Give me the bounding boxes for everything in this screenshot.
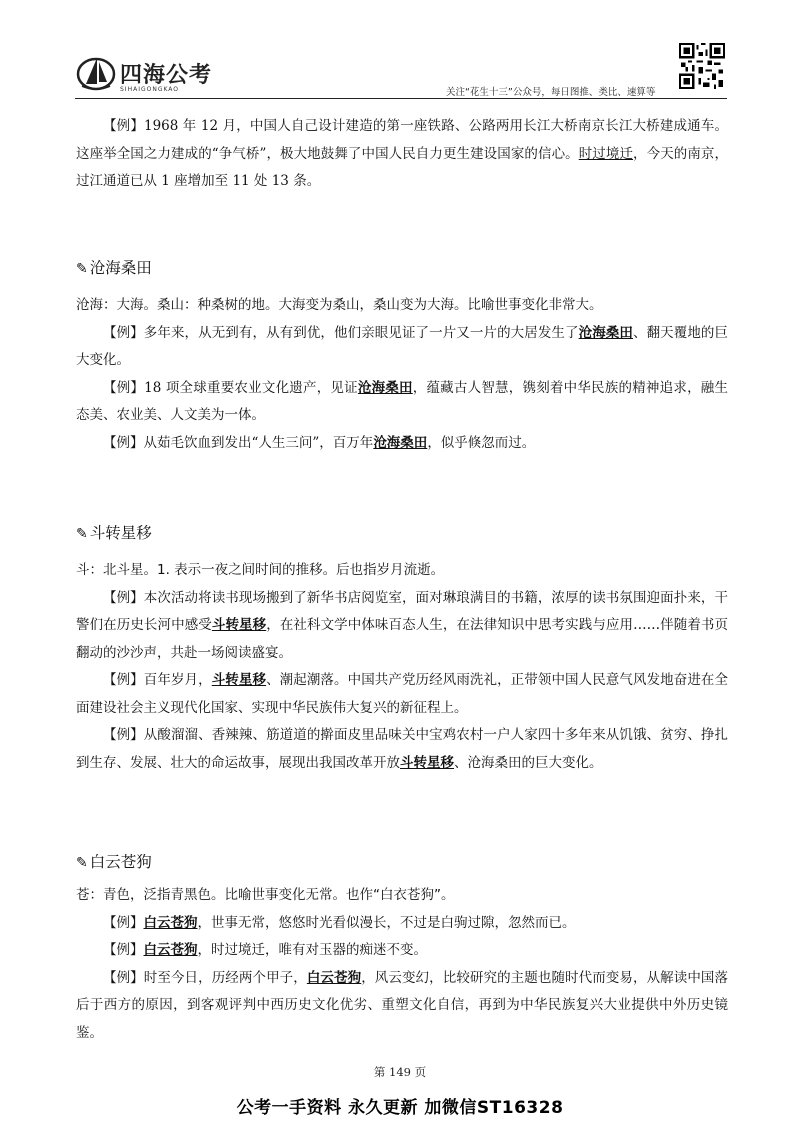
example-paragraph: 【例】百年岁月，斗转星移、潮起潮落。中国共产党历经风雨洗礼，正带领中国人民意气风发地奋进在全面建设社会主义现代化国家、实现中华民族伟大复兴的新征程上。: [76, 672, 729, 716]
section-gloss: 斗：北斗星。1. 表示一夜之间时间的推移。后也指岁月流逝。: [76, 562, 445, 578]
page-number: 第 149 页: [373, 1065, 427, 1079]
keyword: 沧海桑田: [357, 379, 413, 396]
example-paragraph: 【例】多年来，从无到有，从有到优，他们亲眼见证了一片又一片的大居发生了沧海桑田、翻天覆地的巨大变化。: [76, 324, 729, 368]
keyword: 白云苍狗: [143, 914, 198, 931]
example-paragraph: 【例】18 项全球重要农业文化遗产，见证沧海桑田，蕴藏古人智慧，镌刻着中华民族的精神追求，融生态美、农业美、人文美为一体。: [76, 379, 729, 423]
sailboat-logo-icon: [76, 52, 116, 92]
intro-example: [76, 113, 728, 196]
keyword: 斗转星移: [211, 672, 267, 688]
header-slogan: 关注“花生十三”公众号，每日图推、类比、速算等: [446, 87, 656, 98]
keyword: 时过境迁: [578, 145, 634, 162]
example-paragraph: 【例】本次活动将读书现场搬到了新华书店阅览室，面对琳琅满目的书籍，浓厚的读书氛围迎面扑来，干警们在历史长河中感受斗转星移，在社科文学中体味百态人生，在法律知识中思考实践与应用……伴随着书页翻动的沙沙声，共赴一场阅读盛宴。: [76, 589, 729, 661]
keyword: 白云苍狗: [143, 942, 198, 958]
logo-text: 四海公考: [120, 63, 213, 88]
qr-code-icon: [679, 43, 725, 89]
example-paragraph: 【例】白云苍狗，世事无常，悠悠时光看似漫长，不过是白驹过隙，忽然而已。: [103, 914, 576, 931]
example-paragraph: 【例】从茹毛饮血到发出“人生三问”，百万年沧海桑田，似乎倏忽而过。: [103, 434, 536, 451]
section-gloss: 沧海：大海。桑山：种桑树的地。大海变为桑山，桑山变为大海。比喻世事变化非常大。: [76, 297, 603, 313]
section-canghai-sangtian: [76, 256, 728, 457]
example-paragraph: 【例】白云苍狗，时过境迁，唯有对玉器的痴迷不变。: [103, 942, 427, 958]
section-baiyun-canggou: [76, 850, 728, 1047]
keyword: 沧海桑田: [578, 324, 633, 341]
keyword: 沧海桑田: [373, 434, 428, 451]
section-title: ✎ 斗转星移: [76, 524, 152, 542]
logo-subtitle: SIHAIGONGKAO: [120, 86, 180, 93]
page-header: [0, 0, 800, 100]
pencil-icon: ✎: [76, 526, 88, 542]
example-paragraph: 【例】1968 年 12 月，中国人自己设计建造的第一座铁路、公路两用长江大桥南京长江大桥建成通车。这座举全国之力建成的“争气桥”，极大地鼓舞了中国人民自力更生建设国家的信心。时过境迁，今天的南京，过江通道已从 1 座增加至 11 处 13 条。: [76, 118, 729, 189]
example-paragraph: 【例】时至今日，历经两个甲子，白云苍狗，风云变幻，比较研究的主题也随时代而变易，从解读中国落后于西方的原因，到客观评判中西历史文化优劣、重塑文化自信，再到为中华民族复兴大业提供中外历史镜鉴。: [76, 969, 729, 1041]
header-divider: [75, 98, 727, 99]
section-title: ✎ 白云苍狗: [76, 853, 152, 871]
keyword: 斗转星移: [400, 754, 454, 771]
pencil-icon: ✎: [76, 855, 88, 871]
keyword: 斗转星移: [211, 617, 267, 633]
example-paragraph: 【例】从酸溜溜、香辣辣、筋道道的擀面皮里品味关中宝鸡农村一户人家四十多年来从饥饿、贫穷、挣扎到生存、发展、壮大的命运故事，展现出我国改革开放斗转星移、沧海桑田的巨大变化。: [76, 727, 728, 771]
section-title: ✎ 沧海桑田: [76, 259, 152, 277]
section-gloss: 苍：青色，泛指青黑色。比喻世事变化无常。也作“白衣苍狗”。: [76, 887, 455, 903]
keyword: 白云苍狗: [306, 969, 362, 986]
pencil-icon: ✎: [76, 261, 88, 277]
section-douzhuan-xingyi: [76, 521, 728, 777]
footer-banner: 公考一手资料 永久更新 加微信ST16328: [236, 1098, 564, 1118]
